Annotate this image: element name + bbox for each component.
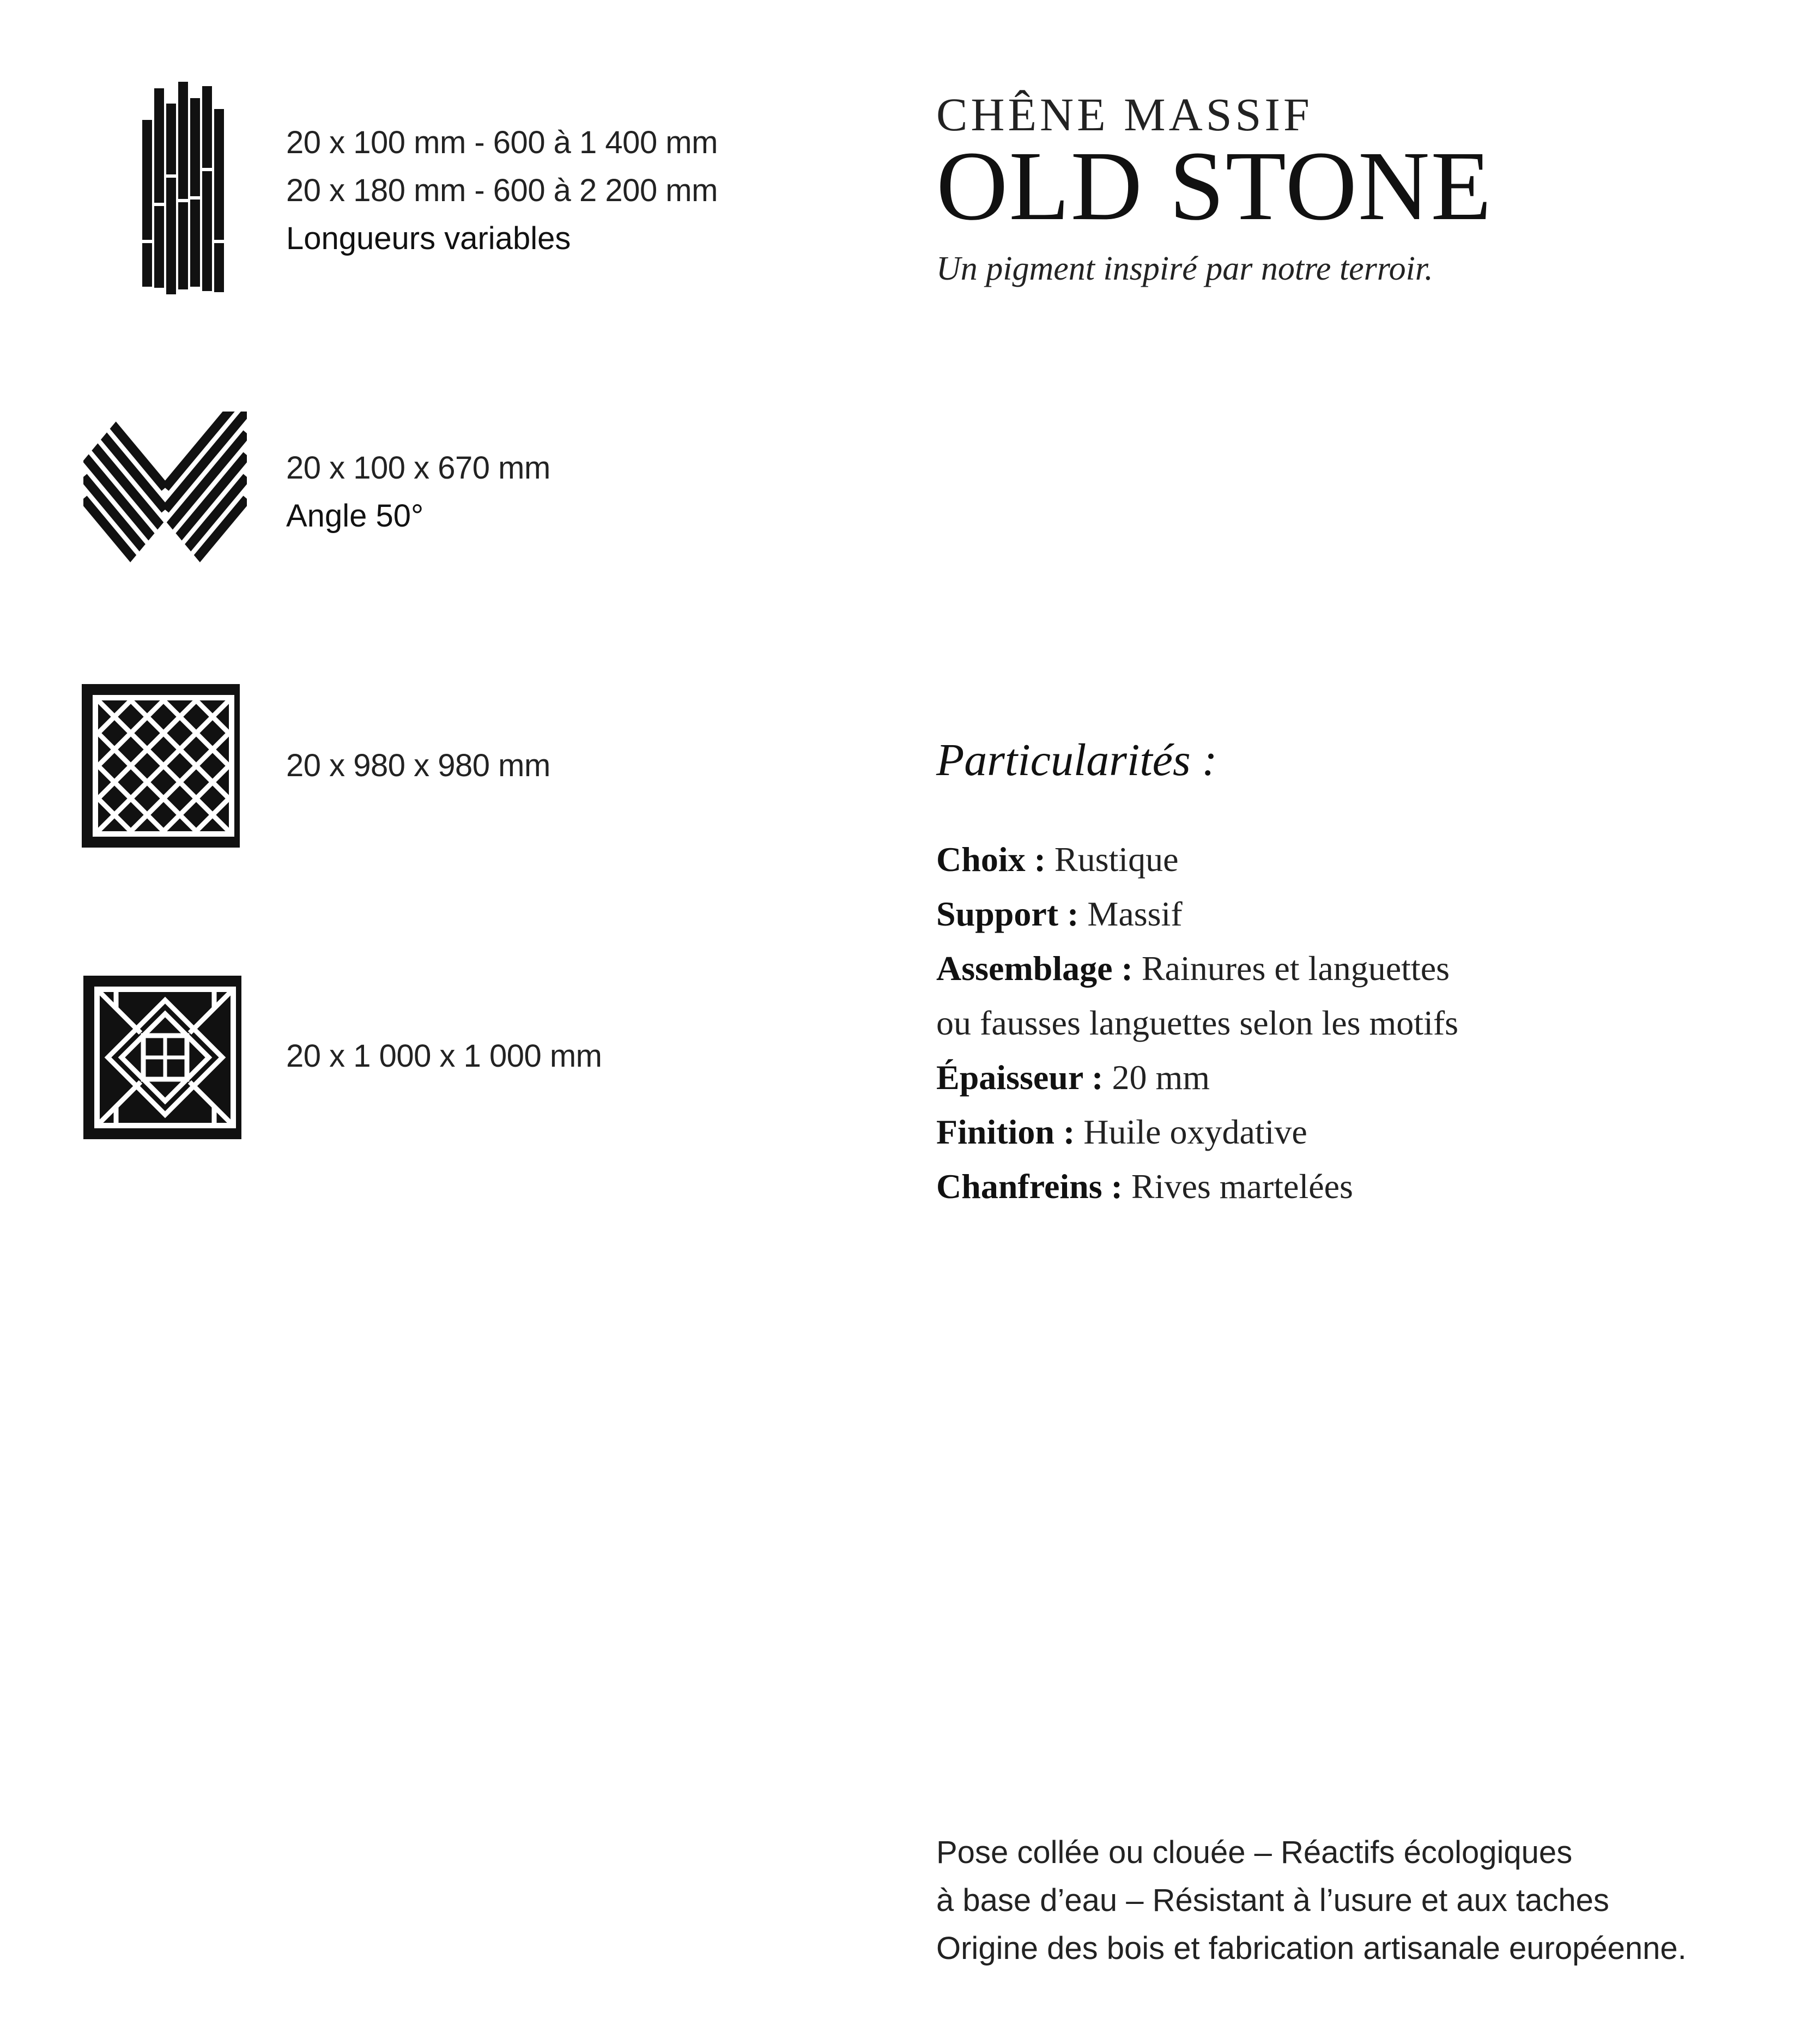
spec-value: Huile oxydative <box>1075 1112 1307 1151</box>
spec-item-chanfreins <box>936 1159 1754 1214</box>
product-tagline: Un pigment inspiré par notre terroir. <box>936 250 1433 287</box>
diamond-panel-icon <box>83 976 247 1139</box>
footer-line: à base d’eau – Résistant à l’usure et aux taches <box>936 1883 1609 1918</box>
spec-value: ou fausses languettes selon les motifs <box>936 1003 1459 1042</box>
spec-item-assemblage-continued <box>936 996 1754 1050</box>
spec-value: 20 mm <box>1103 1058 1210 1097</box>
pattern-dimension: 20 x 980 x 980 mm <box>286 748 550 783</box>
footer-line: Origine des bois et fabrication artisanale européenne. <box>936 1931 1687 1966</box>
pattern-dimension: 20 x 100 mm - 600 à 1 400 mm <box>286 125 718 160</box>
chevron-pattern-icon <box>83 412 247 570</box>
spec-value: Rainures et languettes <box>1132 949 1450 988</box>
footer-line: Pose collée ou clouée – Réactifs écologiques <box>936 1835 1573 1870</box>
spec-value: Massif <box>1078 894 1183 933</box>
product-header <box>936 87 1754 293</box>
spec-item-epaisseur <box>936 1050 1754 1105</box>
spec-label: Support : <box>936 894 1079 933</box>
spec-item-finition <box>936 1105 1754 1159</box>
specifications <box>936 728 1754 1214</box>
spec-label: Épaisseur : <box>936 1058 1104 1097</box>
spec-value: Rustique <box>1045 840 1179 879</box>
spec-label: Choix : <box>936 840 1046 879</box>
product-kicker: CHÊNE MASSIF <box>936 88 1313 141</box>
spec-item-support <box>936 887 1754 941</box>
pattern-note: Longueurs variables <box>286 221 571 256</box>
spec-label: Finition : <box>936 1112 1075 1151</box>
spec-item-assemblage <box>936 941 1754 996</box>
pattern-dimension: 20 x 180 mm - 600 à 2 200 mm <box>286 173 718 208</box>
spec-label: Chanfreins : <box>936 1167 1123 1206</box>
product-title: OLD STONE <box>936 131 1493 241</box>
footer-notes <box>936 1829 1765 1973</box>
pattern-dimension: 20 x 1 000 x 1 000 mm <box>286 1038 602 1074</box>
woven-panel-icon <box>82 684 245 848</box>
spec-list <box>936 832 1754 1214</box>
pattern-dimension: 20 x 100 x 670 mm <box>286 450 550 486</box>
spec-label: Assemblage : <box>936 949 1133 988</box>
pattern-note: Angle 50° <box>286 498 424 534</box>
specs-heading: Particularités : <box>936 735 1217 785</box>
spec-item-choix <box>936 832 1754 887</box>
spec-value: Rives martelées <box>1122 1167 1353 1206</box>
plank-pattern-icon <box>112 82 264 300</box>
